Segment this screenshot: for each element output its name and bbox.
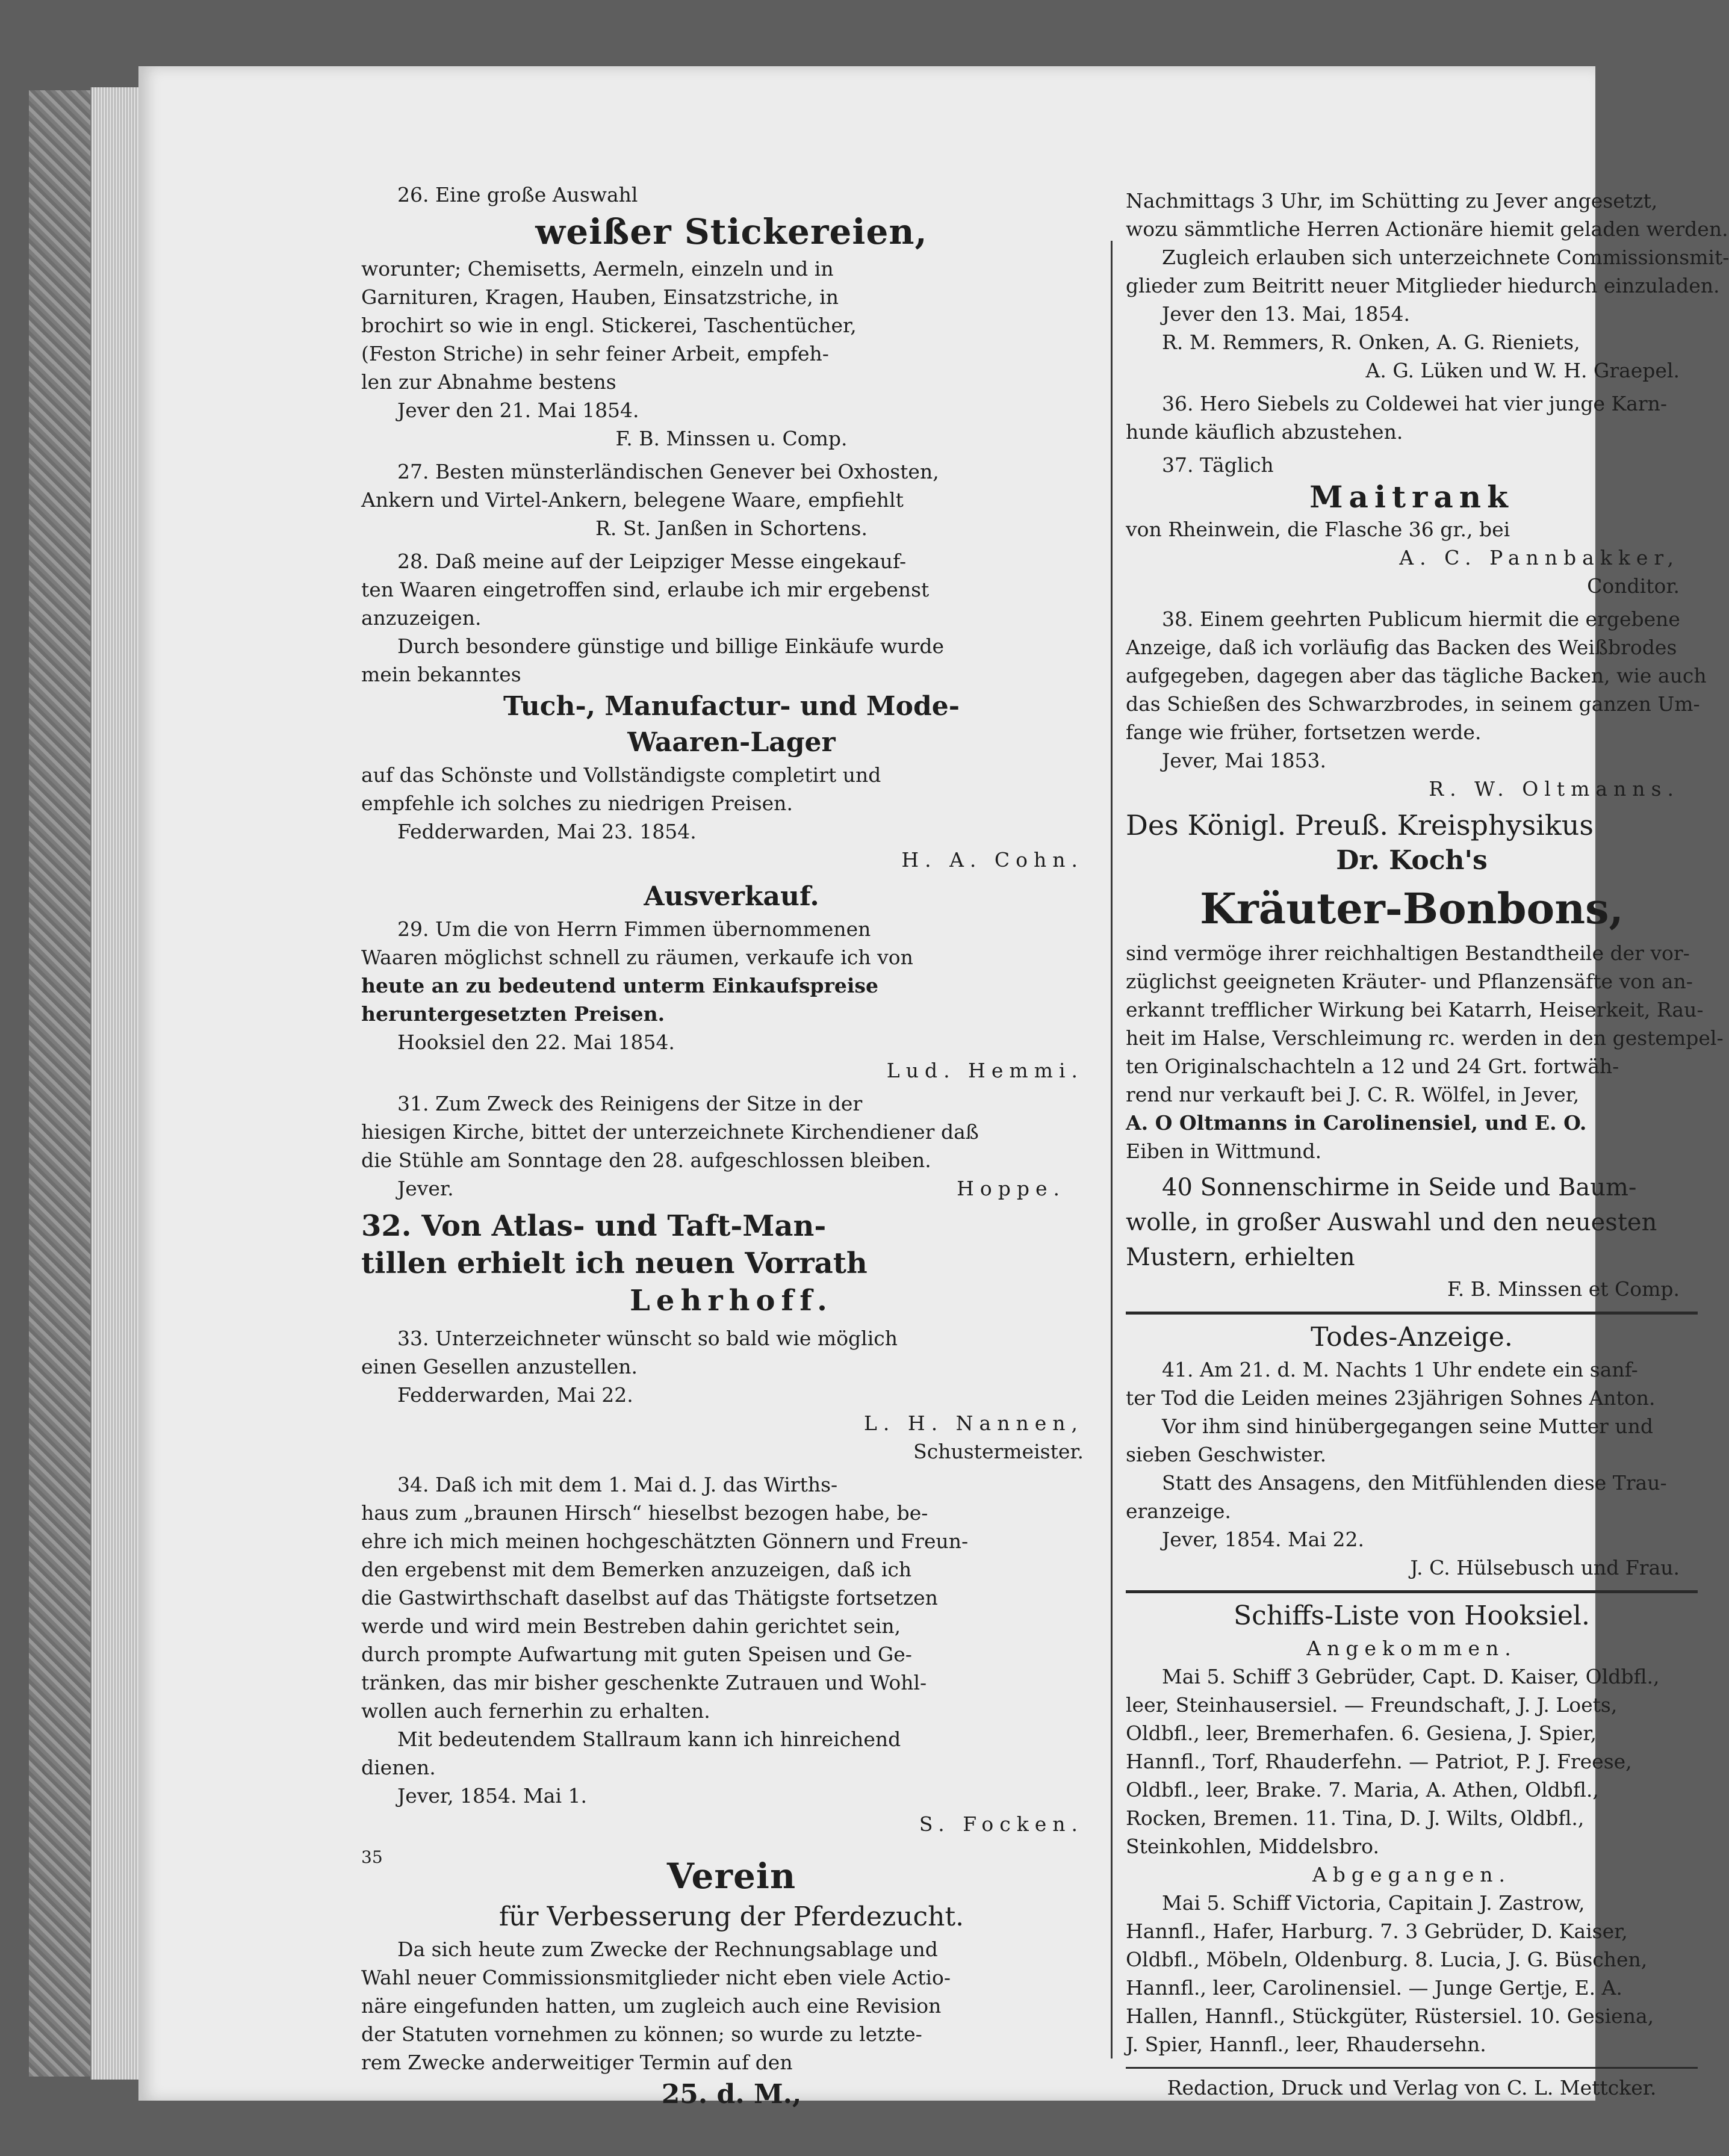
ad-text-line: worunter; Chemisetts, Aermeln, einzeln und in: [361, 257, 834, 280]
left-column: [361, 181, 1102, 2117]
ship-list-line: Oldbfl., leer, Brake. 7. Maria, A. Athen, Oldbfl.,: [1126, 1778, 1599, 1801]
ad-text-line: näre eingefunden hatten, um zugleich auch eine Revision: [361, 1994, 942, 2018]
ad-text-line: 27. Besten münsterländischen Genever bei Oxhosten,: [397, 460, 939, 483]
ad-date: Jever, Mai 1853.: [1162, 749, 1327, 772]
ad-number: 35: [361, 1847, 383, 1867]
ad-text-line: ehre ich mich meinen hochgeschätzten Gönnern und Freun-: [361, 1529, 969, 1553]
ad-signature: F. B. Minssen et Comp.: [1447, 1277, 1680, 1301]
ad-text-line: 40 Sonnenschirme in Seide und Baum-: [1162, 1174, 1637, 1201]
newspaper-page: [138, 66, 1729, 2110]
ad-text-line: Waaren möglichst schnell zu räumen, verkaufe ich von: [361, 946, 913, 969]
ad-text-line: aufgegeben, dagegen aber das tägliche Backen, wie auch: [1126, 664, 1707, 687]
ad-text-line: heute an zu bedeutend unterm Einkaufspreise: [361, 974, 878, 997]
ad-date: Jever, 1854. Mai 1.: [397, 1784, 588, 1808]
ad-text-line: Nachmittags 3 Uhr, im Schütting zu Jever angesetzt,: [1126, 189, 1658, 212]
ad-text-line: wolle, in großer Auswahl und den neuesten: [1126, 1209, 1657, 1236]
ad-text-line: 29. Um die von Herrn Fimmen übernommenen: [397, 917, 871, 941]
ad-date: Fedderwarden, Mai 22.: [397, 1383, 633, 1407]
ad-text-line: A. O Oltmanns in Carolinensiel, und E. O.: [1126, 1111, 1587, 1135]
death-notice: [1126, 1319, 1698, 1582]
ad-text-line: Zugleich erlauben sich unterzeichnete Commissionsmit-: [1162, 246, 1729, 269]
ad-signature: J. C. Hülsebusch und Frau.: [1410, 1556, 1680, 1579]
ship-list: [1126, 1598, 1698, 2058]
ad-29: [361, 879, 1102, 1085]
ad-27: [361, 457, 1102, 542]
ad-headline: Ausverkauf.: [644, 881, 819, 912]
ad-signature: Lehrhoff.: [630, 1284, 833, 1318]
ad-headline: Des Königl. Preuß. Kreisphysikus: [1126, 809, 1594, 841]
ad-subheadline: für Verbesserung der Pferdezucht.: [498, 1901, 964, 1932]
ad-31: [361, 1089, 1102, 1203]
ad-text-line: wozu sämmtliche Herren Actionäre hiemit geladen werden.: [1126, 217, 1728, 241]
ad-text-line: 41. Am 21. d. M. Nachts 1 Uhr endete ein sanf-: [1162, 1358, 1638, 1381]
ad-text-line: einen Gesellen anzustellen.: [361, 1355, 638, 1378]
ad-35-continued: [1126, 187, 1729, 385]
ad-text-line: Garnituren, Kragen, Hauben, Einsatzstriche, in: [361, 285, 839, 309]
ad-text-line: heruntergesetzten Preisen.: [361, 1002, 665, 1026]
ad-headline: Dr. Koch's: [1336, 845, 1488, 876]
ad-date: Jever, 1854. Mai 22.: [1162, 1528, 1365, 1551]
ship-list-line: Mai 5. Schiff 3 Gebrüder, Capt. D. Kaiser, Oldbfl.,: [1162, 1665, 1660, 1688]
ad-headline: weißer Stickereien,: [535, 211, 928, 252]
ad-date: Jever den 21. Mai 1854.: [397, 398, 639, 422]
ad-text-line: Vor ihm sind hinübergegangen seine Mutter und: [1162, 1414, 1654, 1438]
ad-headline: Verein: [666, 1856, 796, 1897]
ad-text-line: sind vermöge ihrer reichhaltigen Bestandtheile der vor-: [1126, 941, 1690, 965]
ad-text-line: ter Tod die Leiden meines 23jährigen Sohnes Anton.: [1126, 1386, 1656, 1410]
ship-list-line: Hannfl., leer, Carolinensiel. — Junge Gertje, E. A.: [1126, 1976, 1622, 2000]
ad-text-line: Mustern, erhielten: [1126, 1244, 1355, 1271]
ship-list-line: Hannfl., Torf, Rhauderfehn. — Patriot, P. J. Freese,: [1126, 1750, 1632, 1773]
ad-text-line: Statt des Ansagens, den Mitfühlenden diese Trau-: [1162, 1471, 1667, 1495]
ad-text-line: Mit bedeutendem Stallraum kann ich hinreichend: [397, 1727, 901, 1751]
ad-text-line: haus zum „braunen Hirsch“ hieselbst bezogen habe, be-: [361, 1501, 928, 1525]
ad-signature: R. W. Oltmanns.: [1429, 777, 1680, 801]
ad-text-line: 38. Einem geehrten Publicum hiermit die ergebene: [1162, 607, 1680, 631]
ad-number: 26.: [397, 183, 429, 206]
ad-text-line: len zur Abnahme bestens: [361, 370, 616, 394]
section-rule: [1126, 1590, 1698, 1593]
ad-text-line: Wahl neuer Commissionsmitglieder nicht eben viele Actio-: [361, 1966, 951, 1989]
ad-signature-title: Schustermeister.: [913, 1440, 1084, 1463]
ad-40: [1126, 1170, 1698, 1303]
ad-place: Jever.: [397, 1177, 454, 1200]
ad-text-line: werde und wird mein Bestreben dahin gerichtet sein,: [361, 1614, 901, 1638]
ad-text-line: sieben Geschwister.: [1126, 1443, 1327, 1466]
ad-33: [361, 1324, 1102, 1466]
ship-list-line: Mai 5. Schiff Victoria, Capitain J. Zastrow,: [1162, 1891, 1585, 1915]
ad-text-line: brochirt so wie in engl. Stickerei, Taschentücher,: [361, 314, 857, 337]
ad-date-highlight: 25. d. M.,: [661, 2079, 802, 2110]
ad-text-line: glieder zum Beitritt neuer Mitglieder hiedurch einzuladen.: [1126, 274, 1720, 297]
ad-text-line: (Feston Striche) in sehr feiner Arbeit, empfeh-: [361, 342, 829, 365]
ad-text-line: empfehle ich solches zu niedrigen Preisen.: [361, 791, 793, 815]
ad-kraeuter-bonbons: [1126, 808, 1724, 1165]
ad-text-line: der Statuten vornehmen zu können; so wurde zu letzte-: [361, 2022, 922, 2046]
ad-35: [361, 1843, 1102, 2113]
ad-text-line: den ergebenst mit dem Bemerken anzuzeigen, daß ich: [361, 1558, 912, 1581]
ad-text-line: 34. Daß ich mit dem 1. Mai d. J. das Wirths-: [397, 1473, 838, 1496]
ad-text-line: erkannt trefflicher Wirkung bei Katarrh, Heiserkeit, Rau-: [1126, 998, 1704, 1021]
ad-text-line: auf das Schönste und Vollständigste completirt und: [361, 763, 881, 787]
ad-32: [361, 1207, 1102, 1319]
ad-text-line: Durch besondere günstige und billige Einkäufe wurde: [397, 634, 944, 658]
page-stack-edge: [90, 87, 140, 2080]
ad-28: [361, 547, 1102, 874]
ad-text-line: hunde käuflich abzustehen.: [1126, 420, 1403, 444]
ad-text-line: die Stühle am Sonntage den 28. aufgeschlossen bleiben.: [361, 1148, 931, 1172]
ad-date: Fedderwarden, Mai 23. 1854.: [397, 820, 697, 843]
ad-text-line: das Schießen des Schwarzbrodes, in seinem ganzen Um-: [1126, 692, 1700, 716]
ship-list-line: Oldbfl., Möbeln, Oldenburg. 8. Lucia, J. G. Büschen,: [1126, 1948, 1648, 1971]
ad-text-line: Ankern und Virtel-Ankern, belegene Waare, empfiehlt: [361, 488, 904, 512]
ad-headline: 32. Von Atlas- und Taft-Man-: [361, 1209, 827, 1243]
ship-list-line: Hallen, Hannfl., Stückgüter, Rüstersiel. 10. Gesiena,: [1126, 2004, 1654, 2028]
ship-list-line: Rocken, Bremen. 11. Tina, D. J. Wilts, Oldbfl.,: [1126, 1806, 1585, 1830]
ship-list-line: Hannfl., Hafer, Harburg. 7. 3 Gebrüder, D. Kaiser,: [1126, 1919, 1628, 1943]
ad-headline: Maitrank: [1309, 479, 1514, 515]
ship-list-section-label: Abgegangen.: [1312, 1863, 1512, 1886]
ad-34: [361, 1470, 1102, 1838]
imprint: Redaction, Druck und Verlag von C. L. Mettcker.: [1167, 2076, 1657, 2099]
ad-signature: R. M. Remmers, R. Onken, A. G. Rieniets,: [1162, 330, 1580, 354]
ad-text-line: hiesigen Kirche, bittet der unterzeichnete Kirchendiener daß: [361, 1120, 979, 1144]
ad-text-line: 36. Hero Siebels zu Coldewei hat vier junge Karn-: [1162, 392, 1668, 415]
ad-text-line: wollen auch fernerhin zu erhalten.: [361, 1699, 710, 1723]
ad-text-line: Eiben in Wittmund.: [1126, 1139, 1322, 1163]
ad-headline: Todes-Anzeige.: [1311, 1322, 1513, 1352]
ship-list-line: Oldbfl., leer, Bremerhafen. 6. Gesiena, J. Spier,: [1126, 1721, 1597, 1745]
ad-text-line: rem Zwecke anderweitiger Termin auf den: [361, 2051, 793, 2074]
ad-text-line: 28. Daß meine auf der Leipziger Messe eingekauf-: [397, 550, 907, 573]
ad-date: Jever den 13. Mai, 1854.: [1162, 302, 1411, 326]
ad-text-line: Da sich heute zum Zwecke der Rechnungsablage und: [397, 1938, 938, 1961]
ad-text-line: durch prompte Aufwartung mit guten Speisen und Ge-: [361, 1643, 912, 1666]
ad-text-line: Anzeige, daß ich vorläufig das Backen des Weißbrodes: [1126, 636, 1677, 659]
ad-signature: H. A. Cohn.: [901, 848, 1084, 872]
section-rule: [1126, 1312, 1698, 1315]
ad-signature: Hoppe.: [957, 1177, 1066, 1200]
right-column: [1126, 187, 1729, 2102]
ad-38: [1126, 605, 1707, 803]
ad-text-line: fange wie früher, fortsetzen werde.: [1126, 720, 1482, 744]
ad-signature: R. St. Janßen in Schortens.: [595, 516, 868, 540]
ad-text-line: 31. Zum Zweck des Reinigens der Sitze in der: [397, 1092, 863, 1115]
ad-signature: Lud. Hemmi.: [886, 1059, 1084, 1082]
ad-signature: A. C. Pannbakker,: [1399, 546, 1680, 569]
ad-signature: A. G. Lüken und W. H. Graepel.: [1365, 359, 1680, 382]
ad-text-line: ten Waaren eingetroffen sind, erlaube ich mir ergebenst: [361, 578, 930, 601]
ad-36: [1126, 389, 1698, 446]
ad-text-line: mein bekanntes: [361, 663, 521, 686]
ad-intro: 37. Täglich: [1162, 453, 1274, 477]
ad-text-line: dienen.: [361, 1756, 436, 1779]
ad-signature-title: Conditor.: [1587, 574, 1680, 598]
ad-date: Hooksiel den 22. Mai 1854.: [397, 1030, 675, 1054]
book-cover-edge: [29, 90, 97, 2077]
ad-text-line: tränken, das mir bisher geschenkte Zutrauen und Wohl-: [361, 1671, 927, 1694]
ad-text-line: anzuzeigen.: [361, 606, 482, 630]
ad-26: [361, 181, 1102, 453]
ship-list-line: J. Spier, Hannfl., leer, Rhaudersehn.: [1126, 2033, 1486, 2056]
ad-37: [1126, 451, 1698, 600]
ad-headline: tillen erhielt ich neuen Vorrath: [361, 1247, 868, 1280]
ad-headline: Schiffs-Liste von Hooksiel.: [1234, 1600, 1590, 1631]
ad-intro: Eine große Auswahl: [435, 183, 638, 206]
ad-text-line: rend nur verkauft bei J. C. R. Wölfel, in Jever,: [1126, 1083, 1580, 1106]
ad-text-line: eranzeige.: [1126, 1499, 1231, 1523]
ad-text-line: von Rheinwein, die Flasche 36 gr., bei: [1126, 518, 1510, 541]
ad-signature: F. B. Minssen u. Comp.: [615, 427, 848, 450]
ad-signature: L. H. Nannen,: [864, 1411, 1084, 1435]
ad-signature: S. Focken.: [919, 1812, 1084, 1836]
ad-headline: Waaren-Lager: [627, 727, 836, 758]
ad-headline-large: Kräuter-Bonbons,: [1200, 884, 1624, 934]
ad-text-line: heit im Halse, Verschleimung rc. werden in den gestempel-: [1126, 1026, 1724, 1050]
ship-list-line: leer, Steinhausersiel. — Freundschaft, J. J. Loets,: [1126, 1693, 1618, 1717]
ad-text-line: züglichst geeigneten Kräuter- und Pflanzensäfte von an-: [1126, 970, 1693, 993]
ad-text-line: die Gastwirthschaft daselbst auf das Thätigste fortsetzen: [361, 1586, 938, 1609]
ship-list-section-label: Angekommen.: [1306, 1637, 1517, 1660]
ad-text-line: 33. Unterzeichneter wünscht so bald wie möglich: [397, 1327, 898, 1350]
ship-list-line: Steinkohlen, Middelsbro.: [1126, 1835, 1379, 1858]
column-divider: [1111, 241, 1113, 2058]
ad-headline: Tuch-, Manufactur- und Mode-: [503, 691, 960, 722]
ad-text-line: ten Originalschachteln a 12 und 24 Grt. fortwäh-: [1126, 1055, 1619, 1078]
section-rule: [1126, 2067, 1698, 2069]
